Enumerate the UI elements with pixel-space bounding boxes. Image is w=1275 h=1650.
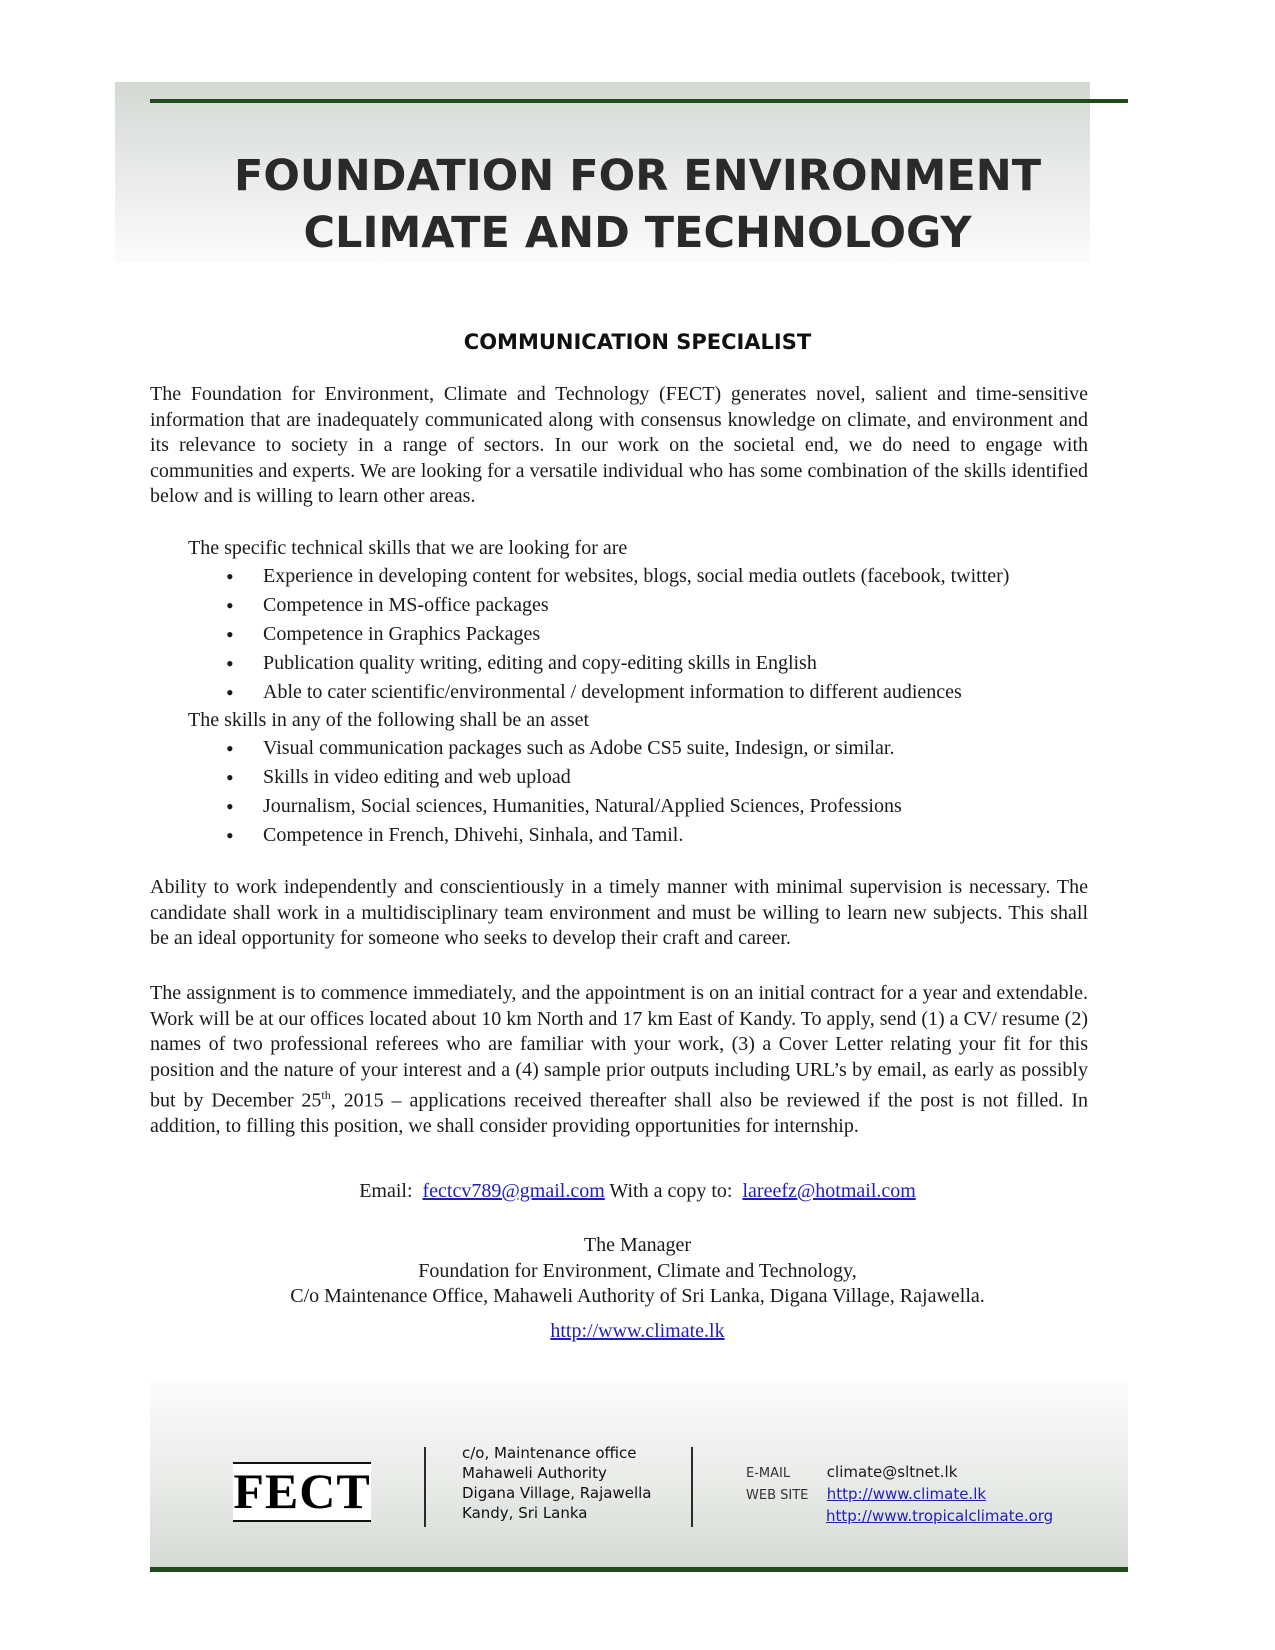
copy-label: With a copy to: xyxy=(609,1180,733,1202)
list-item: • Skills in video editing and web upload xyxy=(226,763,902,792)
list-item: • Competence in French, Dhivehi, Sinhala, and Tamil. xyxy=(226,821,902,850)
title-line-2: CLIMATE AND TECHNOLOGY xyxy=(303,208,972,258)
footer-website-link[interactable]: http://www.climate.lk xyxy=(826,1485,987,1503)
job-title: COMMUNICATION SPECIALIST xyxy=(463,330,812,354)
email-label: Email: xyxy=(359,1180,413,1202)
assignment-paragraph xyxy=(150,981,1088,1140)
copy-email-link[interactable]: lareefz@hotmail.com xyxy=(742,1180,916,1202)
application-email-link[interactable]: fectcv789@gmail.com xyxy=(422,1180,605,1202)
footer-email-label: E-MAIL xyxy=(746,1466,791,1481)
list-item: • Able to cater scientific/environmental / development information to different audiences xyxy=(226,678,1009,707)
website-link[interactable]: http://www.climate.lk xyxy=(550,1320,725,1342)
ordinal-suffix: th xyxy=(321,1088,331,1102)
footer-website-link-2[interactable]: http://www.tropicalclimate.org xyxy=(826,1507,1054,1525)
footer-website-row xyxy=(746,1484,1053,1506)
footer-divider xyxy=(424,1447,426,1527)
footer-website-row-2 xyxy=(746,1506,1053,1526)
footer-address-line: Mahaweli Authority xyxy=(462,1464,607,1482)
contact-line xyxy=(150,1180,1125,1203)
footer-email-row xyxy=(746,1462,1053,1484)
asset-skills-lead: The skills in any of the following shall be an asset xyxy=(188,709,590,731)
list-item: • Visual communication packages such as Adobe CS5 suite, Indesign, or similar. xyxy=(226,734,902,763)
footer-address xyxy=(462,1443,651,1523)
address-recipient: The Manager xyxy=(583,1234,692,1256)
list-item: • Competence in MS-office packages xyxy=(226,591,1009,620)
technical-skills-lead: The specific technical skills that we are looking for are xyxy=(188,537,628,559)
footer-contact xyxy=(746,1462,1053,1526)
footer-email: climate@sltnet.lk xyxy=(826,1463,958,1481)
assignment-text: The assignment is to commence immediately, and the appointment is on an initial contract for a year and extendable. Work will be at our offices located about 10 km North and 17 km East of Kandy. To apply, send (1) a CV/ resume (2) names of two professional referees who are familiar with your work, (3) a Cover Letter relating your fit for this position and the nature of your interest and a (4) sample prior outputs including URL’s by email, as early as possibly but by December 25 xyxy=(150,982,1088,1112)
website-line xyxy=(150,1320,1125,1343)
footer-divider xyxy=(691,1447,693,1527)
address-location: C/o Maintenance Office, Mahaweli Authority of Sri Lanka, Digana Village, Rajawella. xyxy=(290,1285,985,1307)
technical-skills-list xyxy=(226,562,1009,707)
footer-website-label: WEB SITE xyxy=(746,1488,809,1503)
intro-paragraph: The Foundation for Environment, Climate and Technology (FECT) generates novel, salient and time-sensitive information that are inadequately communicated along with consensus knowledge on climate, and environment and its relevance to society in a range of sectors. In our work on the societal end, we do need to engage with communities and experts. We are looking for a versatile individual who has some combination of the skills identified below and is willing to learn other areas. xyxy=(150,383,1088,507)
assignment-text-end: , 2015 – applications received thereafter shall also be reviewed if the post is not filled. In addition, to filling this position, we shall consider providing opportunities for internship. xyxy=(150,1089,1088,1138)
footer-address-line: Kandy, Sri Lanka xyxy=(462,1504,588,1522)
list-item: • Competence in Graphics Packages xyxy=(226,620,1009,649)
asset-skills-list xyxy=(226,734,902,850)
mailing-address xyxy=(150,1233,1125,1310)
list-item: • Publication quality writing, editing and copy-editing skills in English xyxy=(226,649,1009,678)
bottom-rule xyxy=(150,1567,1128,1572)
footer-address-line: c/o, Maintenance office xyxy=(462,1444,637,1462)
organization-title xyxy=(150,148,1125,262)
list-item: • Experience in developing content for websites, blogs, social media outlets (facebook, twitter) xyxy=(226,562,1009,591)
title-line-1: FOUNDATION FOR ENVIRONMENT xyxy=(233,151,1042,201)
address-organization: Foundation for Environment, Climate and Technology, xyxy=(418,1259,857,1282)
top-rule xyxy=(150,99,1128,103)
list-item: • Journalism, Social sciences, Humanities, Natural/Applied Sciences, Professions xyxy=(226,792,902,821)
footer-address-line: Digana Village, Rajawella xyxy=(462,1484,652,1502)
ability-paragraph: Ability to work independently and conscientiously in a timely manner with minimal supervision is necessary. The candidate shall work in a multidisciplinary team environment and must be willing to learn new subjects. This shall be an ideal opportunity for someone who seeks to develop their craft and career. xyxy=(150,876,1088,949)
fect-logo: FECT xyxy=(233,1462,371,1522)
